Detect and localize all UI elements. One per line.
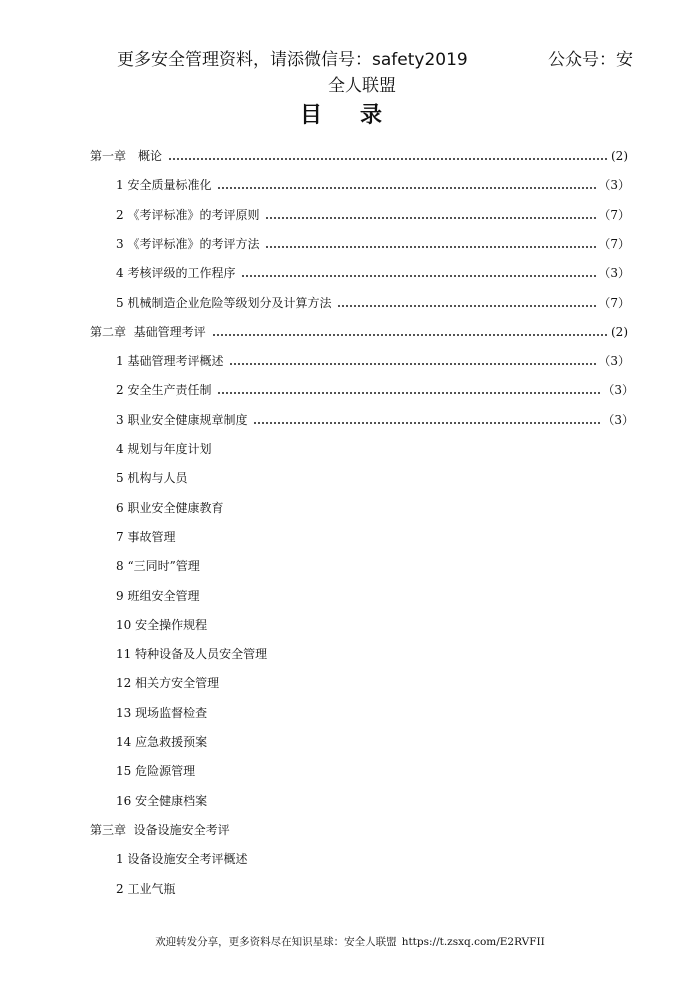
toc-chapter-entry[interactable] [90,322,628,342]
toc-entry-label: 16 安全健康档案 [116,793,208,808]
toc-entry-label: 第二章 基础管理考评 [90,324,206,339]
toc-entry-label: 6 职业安全健康教育 [116,500,224,515]
toc-page-number: （3） [602,383,634,398]
toc-section-entry[interactable] [116,761,195,781]
toc-page-number: （3） [598,354,630,369]
toc-section-entry[interactable] [116,498,223,518]
toc-entry-label: 5 机构与人员 [116,471,188,486]
toc-section-entry[interactable] [116,791,207,811]
toc-page-number: (2) [611,149,628,163]
toc-entry-label: 2 安全生产责任制 [116,383,212,398]
toc-page-number: (2) [611,324,628,339]
toc-section-entry[interactable] [116,439,211,459]
toc-dot-leader [265,246,596,248]
toc-entry-label: 12 相关方安全管理 [116,676,220,691]
toc-entry-label: 1 基础管理考评概述 [116,354,224,369]
toc-entry-label: 2 《考评标准》的考评原则 [116,207,260,222]
toc-dot-leader [253,422,600,424]
toc-section-entry[interactable] [116,234,630,254]
footer-text: 欢迎转发分享，更多资料尽在知识星球：安全人联盟 [155,936,397,948]
toc-entry-label: 5 机械制造企业危险等级划分及计算方法 [116,295,332,310]
toc-entry-label: 8 “三同时”管理 [116,559,200,574]
toc-dot-leader [229,363,596,365]
toc-section-entry[interactable] [116,849,247,869]
toc-entry-label: 4 考核评级的工作程序 [116,266,236,281]
toc-page-number: （3） [598,266,630,281]
toc-chapter-entry[interactable] [90,820,230,840]
toc-entry-label: 1 安全质量标准化 [116,178,212,193]
toc-page-number: （7） [598,295,630,310]
toc-section-entry[interactable] [116,410,634,430]
toc-section-entry[interactable] [116,293,630,313]
toc-section-entry[interactable] [116,673,219,693]
toc-entry-label: 14 应急救援预案 [116,735,208,749]
toc-section-entry[interactable] [116,879,175,899]
toc-entry-label: 3 职业安全健康规章制度 [116,412,248,427]
toc-section-entry[interactable] [116,703,207,723]
toc-section-entry[interactable] [116,644,267,664]
toc-section-entry[interactable] [116,556,200,576]
toc-dot-leader [168,158,609,160]
toc-entry-label: 7 事故管理 [116,529,176,544]
toc-section-entry[interactable] [116,351,630,371]
toc-dot-leader [217,187,596,189]
toc-entry-label: 15 危险源管理 [116,764,196,779]
toc-entry-label: 1 设备设施安全考评概述 [116,852,248,867]
toc-section-entry[interactable] [116,615,207,635]
toc-entry-label: 11 特种设备及人员安全管理 [116,647,268,662]
toc-page-number: （3） [598,178,630,193]
toc-entry-label: 10 安全操作规程 [116,617,208,632]
toc-section-entry[interactable] [116,468,187,488]
toc-dot-leader [265,217,596,219]
toc-dot-leader [217,392,600,394]
toc-entry-label: 第一章 概论 [90,149,163,163]
toc-section-entry[interactable] [116,586,199,606]
toc-section-entry[interactable] [116,175,630,195]
toc-entry-label: 第三章 设备设施安全考评 [90,822,230,837]
toc-entry-label: 13 现场监督检查 [116,705,208,720]
toc-section-entry[interactable] [116,380,634,400]
toc-dot-leader [337,305,596,307]
toc-dot-leader [241,275,596,277]
toc-title: 目录 [299,102,420,128]
toc-dot-leader [212,334,609,336]
toc-section-entry[interactable] [116,527,175,547]
toc-entry-label: 3 《考评标准》的考评方法 [116,236,260,251]
toc-page-number: （3） [602,412,634,427]
toc-entry-label: 2 工业气瓶 [116,881,176,896]
toc-page-number: （7） [598,236,630,251]
header-account-line: 公众号：安 [548,50,633,70]
toc-section-entry[interactable] [116,263,630,283]
toc-section-entry[interactable] [116,205,630,225]
toc-entry-label: 4 规划与年度计划 [116,442,212,456]
toc-entry-label: 9 班组安全管理 [116,588,200,603]
footer-url[interactable]: https://t.zsxq.com/E2RVFII [401,936,545,948]
toc-chapter-entry[interactable] [90,146,628,166]
header-wechat-line: 更多安全管理资料，请添微信号：safety2019 [117,50,468,70]
toc-section-entry[interactable] [116,732,207,752]
toc-page-number: （7） [598,207,630,222]
header-account-line-continued: 全人联盟 [328,76,396,96]
page-footer [0,934,700,949]
